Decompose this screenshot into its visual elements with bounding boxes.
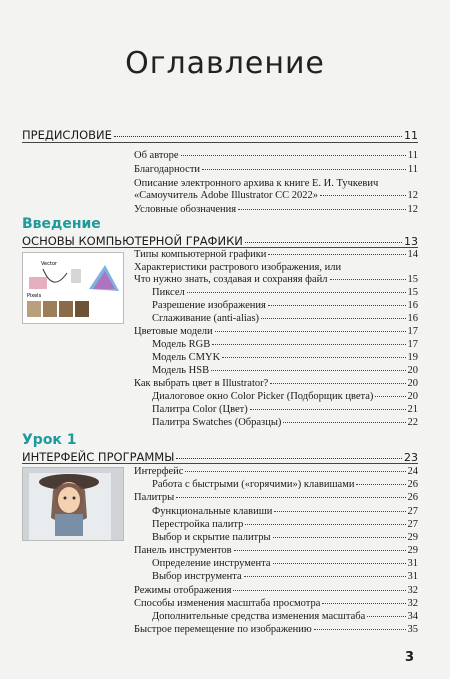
entry-label: Типы компьютерной графики bbox=[134, 249, 267, 260]
page-ref: 11 bbox=[407, 164, 418, 175]
entry-label: «Самоучитель Adobe Illustrator CC 2022» bbox=[134, 190, 318, 201]
toc-entry[interactable] bbox=[152, 506, 418, 518]
page-ref: 20 bbox=[407, 378, 418, 389]
page-ref: 19 bbox=[407, 352, 418, 363]
entry-label: Панель инструментов bbox=[134, 545, 232, 556]
entry-label: Режимы отображения bbox=[134, 585, 232, 596]
toc-entry[interactable] bbox=[134, 492, 418, 504]
toc-heading-intro[interactable] bbox=[22, 234, 418, 248]
toc-entry[interactable] bbox=[134, 585, 418, 597]
entry-label: Интерфейс bbox=[134, 466, 184, 477]
page-ref: 21 bbox=[407, 404, 418, 415]
page-ref: 13 bbox=[404, 235, 418, 248]
entry-label: Определение инструмента bbox=[152, 558, 271, 569]
toc-entry[interactable] bbox=[134, 204, 418, 216]
toc-entry[interactable] bbox=[152, 571, 418, 583]
toc-entry[interactable] bbox=[134, 274, 418, 286]
toc-entry[interactable] bbox=[152, 558, 418, 570]
toc-entry[interactable] bbox=[152, 300, 418, 312]
heading-label: ОСНОВЫ КОМПЬЮТЕРНОЙ ГРАФИКИ bbox=[22, 234, 243, 248]
entry-label: Пиксел bbox=[152, 287, 185, 298]
toc-entry[interactable] bbox=[134, 466, 418, 478]
entry-label: Быстрое перемещение по изображению bbox=[134, 624, 312, 635]
page-ref: 35 bbox=[407, 624, 418, 635]
toc-entry[interactable] bbox=[152, 417, 418, 429]
entry-label: Функциональные клавиши bbox=[152, 506, 273, 517]
toc-entry[interactable] bbox=[134, 150, 418, 162]
page-ref: 12 bbox=[407, 190, 418, 201]
intro-thumbnail-image bbox=[22, 252, 124, 324]
page-ref: 14 bbox=[407, 249, 418, 260]
page-ref: 16 bbox=[407, 313, 418, 324]
toc-entry[interactable] bbox=[152, 313, 418, 325]
toc-entry[interactable] bbox=[152, 519, 418, 531]
toc-entry[interactable] bbox=[134, 326, 418, 338]
page-ref: 11 bbox=[407, 150, 418, 161]
entry-label: Об авторе bbox=[134, 150, 179, 161]
toc-entry[interactable] bbox=[152, 391, 418, 403]
page-ref: 20 bbox=[407, 391, 418, 402]
toc-entry[interactable] bbox=[152, 365, 418, 377]
page-ref: 31 bbox=[407, 558, 418, 569]
toc-entry[interactable] bbox=[134, 598, 418, 610]
page-ref: 17 bbox=[407, 326, 418, 337]
page-ref: 27 bbox=[407, 519, 418, 530]
entry-label: Модель HSB bbox=[152, 365, 210, 376]
heading-label: ИНТЕРФЕЙС ПРОГРАММЫ bbox=[22, 450, 175, 464]
toc-entry[interactable] bbox=[152, 287, 418, 299]
heading-rule bbox=[22, 247, 418, 248]
section-label-intro: Введение bbox=[22, 216, 101, 232]
toc-entry[interactable] bbox=[134, 378, 418, 390]
entry-label: Дополнительные средства изменения масштаба bbox=[152, 611, 366, 622]
toc-entry[interactable] bbox=[134, 624, 418, 636]
page-ref: 26 bbox=[407, 479, 418, 490]
entry-label: Как выбрать цвет в Illustrator? bbox=[134, 378, 269, 389]
toc-entry[interactable] bbox=[152, 611, 418, 623]
page-ref: 34 bbox=[407, 611, 418, 622]
page-ref: 32 bbox=[407, 585, 418, 596]
page-ref: 29 bbox=[407, 532, 418, 543]
toc-entry[interactable] bbox=[134, 190, 418, 202]
entry-label: Палитры bbox=[134, 492, 175, 503]
page-ref: 29 bbox=[407, 545, 418, 556]
page-ref: 11 bbox=[404, 129, 418, 142]
page-ref: 22 bbox=[407, 417, 418, 428]
toc-entry[interactable] bbox=[152, 479, 418, 491]
page-ref: 15 bbox=[407, 287, 418, 298]
toc-entry[interactable] bbox=[134, 249, 418, 261]
section-label-lesson1: Урок 1 bbox=[22, 432, 77, 448]
toc-heading-lesson1[interactable] bbox=[22, 450, 418, 464]
entry-label: Цветовые модели bbox=[134, 326, 213, 337]
entry-label: Палитра Swatches (Образцы) bbox=[152, 417, 282, 428]
toc-entry[interactable] bbox=[152, 404, 418, 416]
thumb-label: Vector bbox=[41, 261, 57, 267]
entry-label: Модель RGB bbox=[152, 339, 211, 350]
entry-label: Диалоговое окно Color Picker (Подборщик цвета) bbox=[152, 391, 374, 402]
entry-label: Что нужно знать, создавая и сохраняя файл bbox=[134, 274, 328, 285]
page-ref: 17 bbox=[407, 339, 418, 350]
entry-label: Палитра Color (Цвет) bbox=[152, 404, 248, 415]
page-ref: 32 bbox=[407, 598, 418, 609]
heading-label: ПРЕДИСЛОВИЕ bbox=[22, 128, 112, 142]
page-ref: 15 bbox=[407, 274, 418, 285]
toc-entry[interactable] bbox=[134, 545, 418, 557]
entry-label: Перестройка палитр bbox=[152, 519, 244, 530]
page-ref: 24 bbox=[407, 466, 418, 477]
toc-entry[interactable] bbox=[152, 352, 418, 364]
page-ref: 27 bbox=[407, 506, 418, 517]
page-ref: 23 bbox=[404, 451, 418, 464]
entry-label: Описание электронного архива к книге Е. И. Тучкевич bbox=[134, 178, 379, 189]
entry-label: Выбор и скрытие палитры bbox=[152, 532, 271, 543]
entry-label: Работа с быстрыми («горячими») клавишами bbox=[152, 479, 355, 490]
heading-rule bbox=[22, 463, 418, 464]
heading-rule bbox=[22, 142, 418, 143]
entry-label: Сглаживание (anti-alias) bbox=[152, 313, 260, 324]
entry-label: Благодарности bbox=[134, 164, 201, 175]
page-ref: 20 bbox=[407, 365, 418, 376]
toc-entry[interactable] bbox=[152, 532, 418, 544]
entry-label: Способы изменения масштаба просмотра bbox=[134, 598, 321, 609]
entry-label: Модель CMYK bbox=[152, 352, 221, 363]
toc-heading-preface[interactable] bbox=[22, 128, 418, 142]
page-number: 3 bbox=[404, 650, 414, 665]
entry-label: Характеристики растрового изображения, или bbox=[134, 262, 342, 273]
toc-entry[interactable] bbox=[152, 339, 418, 351]
page-ref: 12 bbox=[407, 204, 418, 215]
toc-entry[interactable] bbox=[134, 164, 418, 176]
entry-label: Выбор инструмента bbox=[152, 571, 242, 582]
lesson1-thumbnail-image bbox=[22, 467, 124, 541]
page-ref: 26 bbox=[407, 492, 418, 503]
page-title: Оглавление bbox=[125, 46, 325, 81]
thumb-label: Pixels bbox=[27, 293, 42, 299]
entry-label: Разрешение изображения bbox=[152, 300, 266, 311]
page-ref: 16 bbox=[407, 300, 418, 311]
entry-label: Условные обозначения bbox=[134, 204, 237, 215]
page-ref: 31 bbox=[407, 571, 418, 582]
